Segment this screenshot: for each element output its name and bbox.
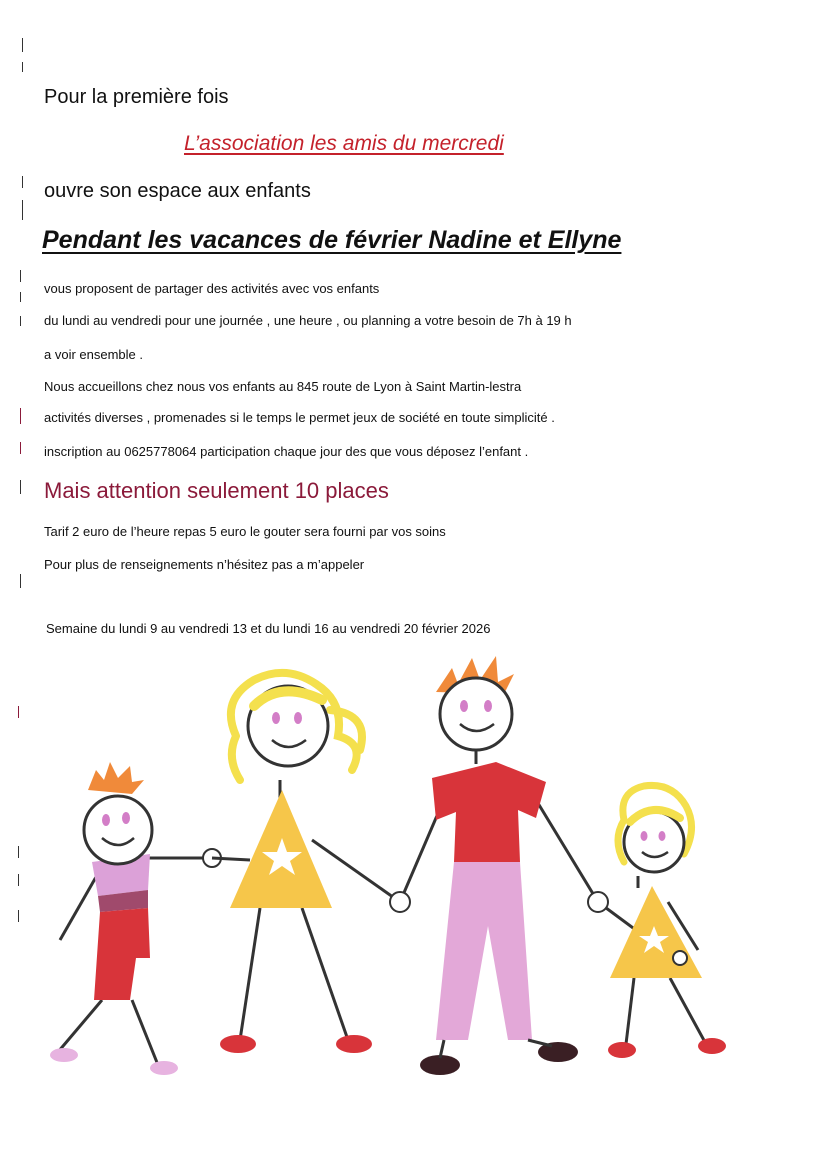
weeks-line: Semaine du lundi 9 au vendredi 13 et du lundi 16 au vendredi 20 février 2026 — [46, 621, 491, 636]
intro-line: Pour la première fois — [44, 86, 229, 108]
opening-line: ouvre son espace aux enfants — [44, 180, 311, 202]
scan-mark — [20, 442, 21, 454]
mother-figure — [212, 673, 400, 1053]
scan-mark — [18, 706, 19, 718]
scan-mark — [20, 574, 21, 588]
father-figure — [390, 656, 598, 1075]
boy-figure — [50, 762, 221, 1075]
paragraph-line: inscription au 0625778064 participation chaque jour des que vous déposez l’enfant . — [44, 444, 529, 459]
scan-mark — [20, 270, 21, 282]
scan-mark — [18, 846, 19, 858]
paragraph-line: a voir ensemble . — [44, 347, 143, 362]
paragraph-line: Nous accueillons chez nous vos enfants au 845 route de Lyon à Saint Martin-lestra — [44, 379, 522, 394]
paragraph-line: activités diverses , promenades si le temps le permet jeux de société en toute simplicité . — [44, 410, 555, 425]
paragraph-line: du lundi au vendredi pour une journée , une heure , ou planning a votre besoin de 7h à 19 h — [44, 313, 572, 328]
family-illustration — [40, 640, 730, 1090]
attention-line: Mais attention seulement 10 places — [44, 478, 389, 503]
scan-mark — [18, 874, 19, 886]
info-line: Pour plus de renseignements n’hésitez pas a m’appeler — [44, 557, 365, 572]
girl-figure — [588, 785, 726, 1058]
scan-mark — [20, 408, 21, 424]
scan-mark — [22, 62, 23, 72]
headline: Pendant les vacances de février Nadine et Ellyne — [42, 226, 622, 254]
scan-mark — [20, 292, 21, 302]
paragraph-line: vous proposent de partager des activités avec vos enfants — [44, 281, 380, 296]
tarif-line: Tarif 2 euro de l’heure repas 5 euro le gouter sera fourni par vos soins — [44, 524, 446, 539]
scan-mark — [22, 176, 23, 188]
scan-mark — [20, 316, 21, 326]
association-name: L’association les amis du mercredi — [184, 132, 504, 155]
scan-mark — [22, 200, 23, 220]
scan-mark — [18, 910, 19, 922]
scan-mark — [20, 480, 21, 494]
scan-mark — [22, 38, 23, 52]
